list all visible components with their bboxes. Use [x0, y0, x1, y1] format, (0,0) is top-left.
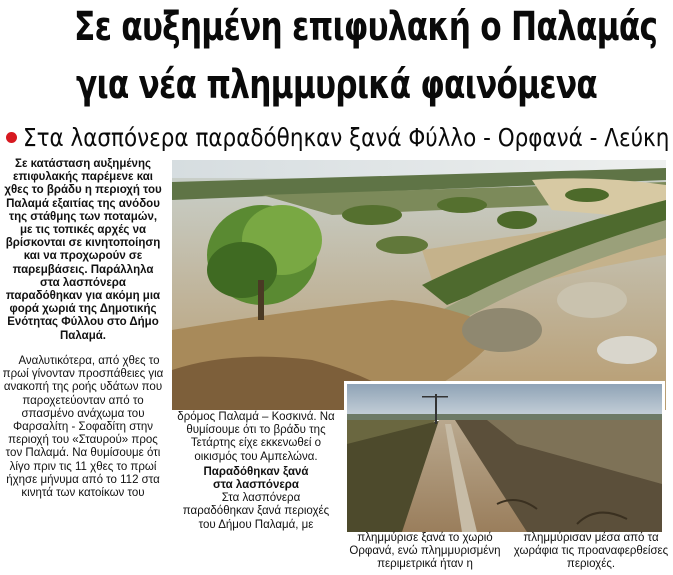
subheadline	[6, 120, 670, 154]
flooded-road-photo	[344, 381, 665, 535]
subheadline-text: Στα λασπόνερα παραδόθηκαν ξανά Φύλλο - Ορφανά - Λεύκη	[23, 122, 670, 152]
column-2-paragraph: δρόμος Παλαμά – Κοσκινά. Να θυμίσουμε ότι το βράδυ της Τετάρτης είχε εκκενωθεί ο οικισμός του Αμπελώνα.	[177, 411, 335, 463]
section-heading-line-2: στα λασπόνερα	[212, 479, 299, 492]
column-3-text: πλημμύρισε ξανά το χωριό Ορφανά, ενώ πλημμυρισμένη περιμετρικά ήταν η	[349, 532, 501, 571]
column-3	[347, 532, 503, 572]
column-1-paragraph: Αναλυτικότερα, από χθες το πρωί γίνονταν προσπάθειες για ανακοπή της ροής υδάτων που παροχετεύονταν από το σπασμένο ανάχωμα του Φαρσαλίτη - Σοφαδίτη στην περιοχή του «Σταυρού» προς τον Παλαμά. Να θυμίσουμε ότι λίγο πριν τις 11 χθες το πρωί ήχησε μήνυμα από το 112 στα κινητά των κατοίκων του	[2, 355, 164, 500]
red-bullet-icon	[6, 132, 17, 143]
section-heading	[175, 466, 337, 492]
flood-aerial-image	[172, 160, 666, 410]
column-4-text: πλημμύρισαν μέσα από τα χωράφια τις προαναφερθείσες περιοχές.	[513, 532, 669, 571]
flooded-road-image	[347, 384, 662, 532]
headline-line-2: για νέα πλημμυρικά φαινόμενα	[75, 62, 598, 108]
lead-paragraph	[2, 158, 164, 343]
column-2	[175, 411, 337, 532]
column-2-paragraph-2: Στα λασπόνερα παραδόθηκαν ξανά περιοχές του Δήμου Παλαμά, με	[182, 492, 330, 531]
lead-paragraph-text: Σε κατάσταση αυξημένης επιφυλακής παρέμενε και χθες το βράδυ η περιοχή του Παλαμά εξαιτίας της ανόδου της στάθμης των ποταμών, με τις τοπικές αρχές να βρίσκονται σε κινητοποίηση και να προχωρούν σε παρεμβάσεις. Παράλληλα στα λασπόνερα παραδόθηκαν για ακόμη μια φορά χωριά της Δημοτικής Ενότητας Φύλλου στο Δήμο Παλαμά.	[4, 158, 162, 342]
section-heading-line-1: Παραδόθηκαν ξανά	[203, 465, 309, 478]
column-1-body	[2, 355, 164, 500]
column-4	[512, 532, 670, 572]
headline-line-1: Σε αυξημένη επιφυλακή ο Παλαμάς	[74, 4, 658, 50]
flood-aerial-photo	[172, 160, 666, 410]
